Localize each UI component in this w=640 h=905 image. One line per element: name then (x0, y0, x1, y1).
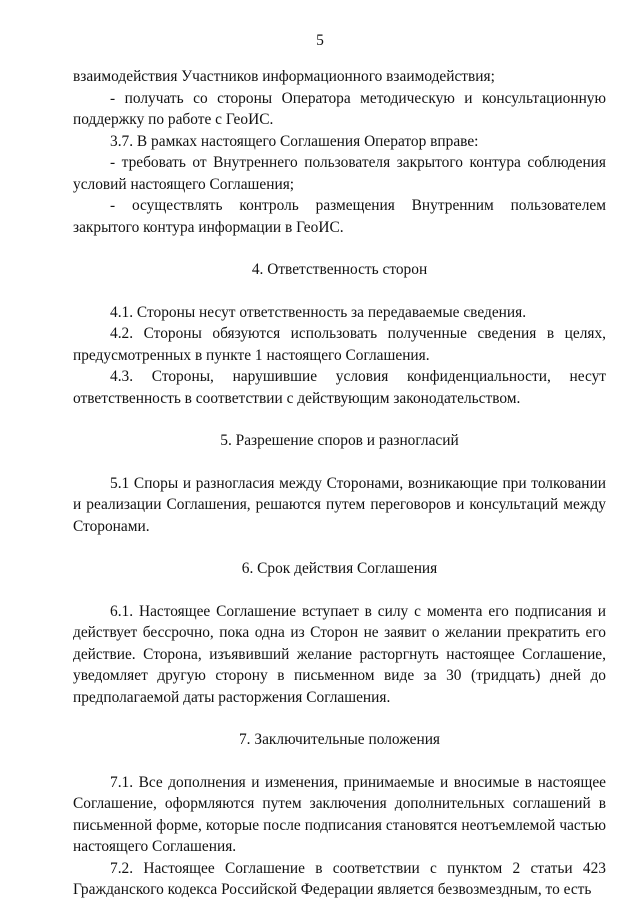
paragraph: 5.1 Споры и разногласия между Сторонами, возникающие при толковании и реализации Соглашения, решаются путем переговоров и консультаций между Сторонами. (73, 474, 606, 535)
paragraph: 4.3. Стороны, нарушившие условия конфиденциальности, несут ответственность в соответствии с действующим законодательством. (73, 368, 606, 407)
section-heading: 5. Разрешение споров и разногласий (220, 432, 459, 449)
paragraph: 3.7. В рамках настоящего Соглашения Оператор вправе: (110, 132, 479, 150)
paragraph: 7.1. Все дополнения и изменения, принимаемые и вносимые в настоящее Соглашение, оформляются путем заключения дополнительных соглашений в письменной форме, которые после подписания становятся неотъемлемой частью настоящего Соглашения. (73, 773, 606, 855)
section-heading: 7. Заключительные положения (238, 731, 441, 748)
section-heading: 4. Ответственность сторон (251, 261, 428, 278)
paragraph: - осуществлять контроль размещения Внутренним пользователем закрытого контура информации в ГеоИС. (73, 197, 606, 236)
paragraph: 7.2. Настоящее Соглашение в соответствии с пунктом 2 статьи 423 Гражданского кодекса Российской Федерации является безвозмездным, то есть (73, 859, 606, 898)
paragraph: - получать со стороны Оператора методическую и консультационную поддержку по работе с ГеоИС. (73, 89, 606, 128)
paragraph: 4.2. Стороны обязуются использовать полученные сведения в целях, предусмотренных в пункте 1 настоящего Соглашения. (73, 325, 606, 364)
document-body (73, 66, 606, 901)
page-number: 5 (316, 32, 324, 49)
paragraph: - требовать от Внутреннего пользователя закрытого контура соблюдения условий настоящего Соглашения; (73, 154, 606, 193)
paragraph: 6.1. Настоящее Соглашение вступает в силу с момента его подписания и действует бессрочно, пока одна из Сторон не заявит о желании прекратить его действие. Сторона, изъявивший желание расторгнуть настоящее Соглашение, уведомляет другую сторону в письменном виде за 30 (тридцать) дней до предполагаемой даты расторжения Соглашения. (73, 602, 606, 706)
section-heading: 6. Срок действия Соглашения (241, 560, 438, 577)
paragraph: взаимодействия Участников информационного взаимодействия; (73, 68, 495, 85)
paragraph: 4.1. Стороны несут ответственность за передаваемые сведения. (110, 303, 527, 321)
